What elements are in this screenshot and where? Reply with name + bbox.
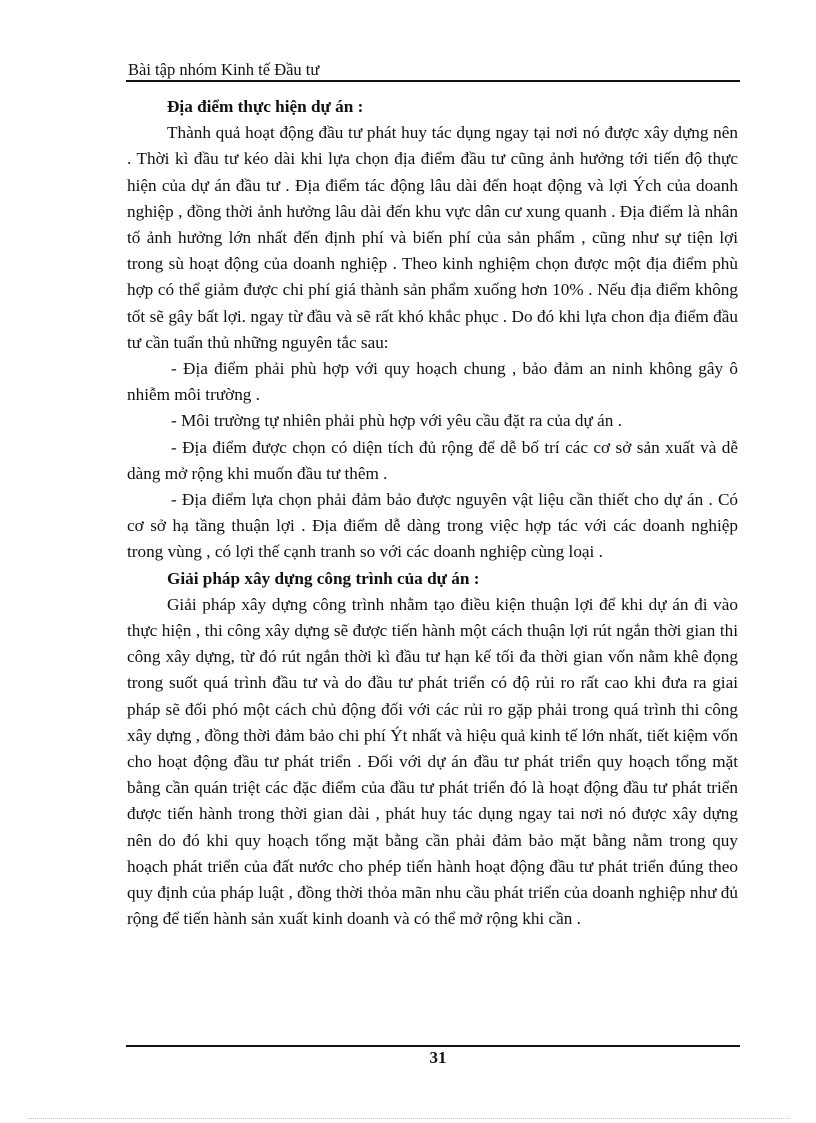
footer-divider <box>126 1045 740 1047</box>
page-body <box>127 94 738 933</box>
bullet-item: - Môi trường tự nhiên phải phù hợp với yêu cầu đặt ra của dự án . <box>171 411 622 431</box>
bullet-item: - Địa điểm lựa chọn phải đảm bảo được nguyên vật liệu cần thiết cho dự án . Có cơ sở hạ tầng thuận lợi . Địa điểm dễ dàng trong việc hợp tác với các doanh nghiệp trong vùng , có lợi thế cạnh tranh so với các doanh nghiệp cùng loại . <box>127 490 738 562</box>
page-number: 31 <box>429 1048 447 1067</box>
paragraph-location-intro: Thành quả hoạt động đầu tư phát huy tác dụng ngay tại nơi nó được xây dựng nên . Thời kì đầu tư kéo dài khi lựa chọn địa điểm đầu tư cũng ảnh hưởng tới tiến độ thực hiện của dự án đầu tư . Địa điểm tác động lâu dài đến hoạt động và lợi Ých của doanh nghiệp , đồng thời ảnh hưởng lâu dài đến khu vực dân cư xung quanh . Địa điểm là nhân tố ảnh hưởng lớn nhất đến định phí và biến phí của sản phẩm , cũng như sự tiện lợi trong sù hoạt động của doanh nghiệp . Theo kinh nghiệm chọn được một địa điểm phù hợp có thể giảm được chi phí giá thành sản phẩm xuống hơn 10% . Nếu địa điểm không tốt sẽ gây bất lợi. ngay từ đầu và sẽ rất khó khắc phục . Do đó khi lựa chon địa điểm đầu tư cần tuẩn thủ những nguyên tắc sau: <box>127 123 738 352</box>
bullet-item: - Địa điểm được chọn có diện tích đủ rộng để dễ bố trí các cơ sở sản xuất và dễ dàng mở rộng khi muốn đầu tư thêm . <box>127 437 738 483</box>
header-divider <box>126 80 740 82</box>
bullet-item: - Địa điểm phải phù hợp với quy hoạch chung , bảo đảm an ninh không gây ô nhiễm môi trường . <box>127 359 738 405</box>
page-bottom-dotted-edge <box>28 1118 790 1119</box>
page-header-title: Bài tập nhóm Kinh tế Đầu tư <box>128 60 320 79</box>
section-heading-location: Địa điểm thực hiện dự án : <box>167 97 364 116</box>
paragraph-construction: Giải pháp xây dựng công trình nhằm tạo điều kiện thuận lợi để khi dự án đi vào thực hiện , thi công xây dựng sẽ được tiến hành một cách thuận lợi rút ngắn thời gian thi công xây dựng, từ đó rút ngắn thời kì đầu tư hạn kế tối đa thời gian vốn nằm khê đọng trong suốt quá trình đầu tư và do đầu tư phát triển có độ rủi ro rất cao khi đưa ra giai pháp sẽ đối phó một cách chủ động đối với các rủi ro gặp phải trong quá trình thi công xây dựng , đồng thời đảm bảo chi phí Ýt nhất và hiệu quả kinh tế lớn nhất, tiết kiệm vốn cho hoạt động đầu tư phát triển . Đối với dự án đầu tư phát triển quy hoạch tổng mặt bằng cần quán triệt các đặc điểm của đầu tư phát triển đó là hoạt động đầu tư phát triển được tiến hành trong thời gian dài , phát huy tác dụng ngay tai nơi nó được xây dựng nên do đó khi quy hoạch tổng mặt bằng cần phải đảm bảo mặt bằng nằm trong quy hoạch phát triển của đất nước cho phép tiến hành hoạt động đầu tư phát triển đúng theo quy định của pháp luật , đồng thời thỏa mãn nhu cầu phát triển của doanh nghiệp như đủ rộng để tiến hành sản xuất kinh doanh và có thể mở rộng khi cần . <box>127 594 738 929</box>
section-heading-construction: Giải pháp xây dựng công trình của dự án : <box>167 568 480 588</box>
